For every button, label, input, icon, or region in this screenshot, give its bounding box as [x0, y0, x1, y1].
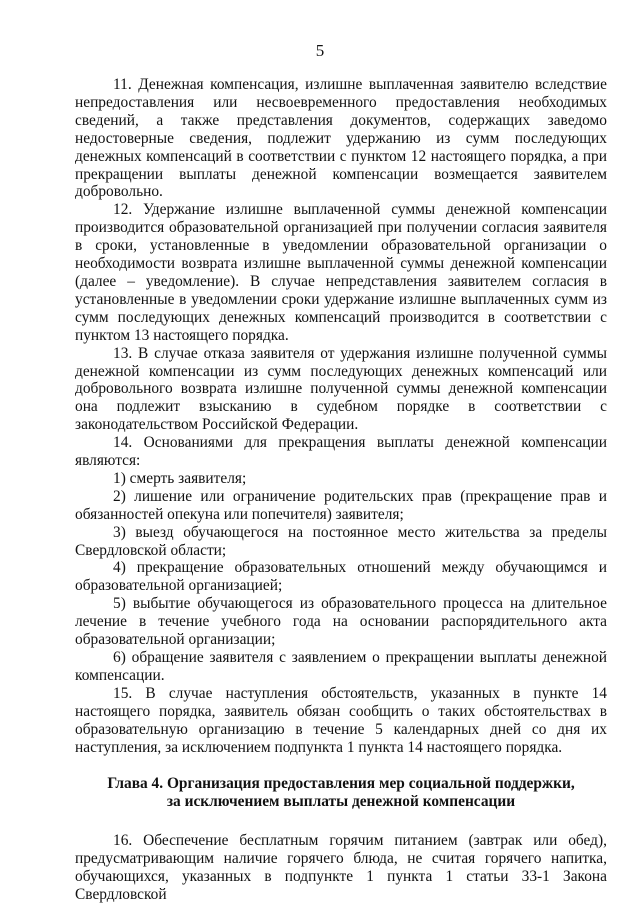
list-item-5: 5) выбытие обучающегося из образовательного процесса на длительное лечение в течение учебного года на основании распорядительного акта образовательной организации; — [75, 595, 607, 649]
paragraph-14: 14. Основаниями для прекращения выплаты денежной компенсации являются: — [75, 434, 607, 470]
paragraph-16: 16. Обеспечение бесплатным горячим питанием (завтрак или обед), предусматривающим наличие горячего блюда, не считая горячего напитка, обучающихся, указанных в подпункте 1 пункта 1 статьи 33-1 Закона Свердловской — [75, 832, 607, 904]
paragraph-12: 12. Удержание излишне выплаченной суммы денежной компенсации производится образовательной организацией при получении согласия заявителя в сроки, установленные в уведомлении образовательной организации о необходимости возврата излишне выплаченной суммы денежной компенсации (далее – уведомление). В случае непредставления заявителем согласия в установленные в уведомлении сроки удержание излишне выплаченных сумм из сумм последующих денежных компенсаций производится в соответствии с пунктом 13 настоящего порядка. — [75, 201, 607, 344]
paragraph-11: 11. Денежная компенсация, излишне выплаченная заявителю вследствие непредоставления или несвоевременного предоставления необходимых сведений, а также представления документов, содержащих заведомо недостоверные сведения, подлежит удержанию из сумм последующих денежных компенсаций в соответствии с пунктом 12 настоящего порядка, а при прекращении выплаты денежной компенсации возмещается заявителем добровольно. — [75, 76, 607, 201]
chapter-heading — [75, 775, 607, 811]
paragraph-13: 13. В случае отказа заявителя от удержания излишне полученной суммы денежной компенсации из сумм последующих денежных компенсаций или добровольного возврата излишне полученной суммы денежной компенсации она подлежит взысканию в судебном порядке в соответствии с законодательством Российской Федерации. — [75, 344, 607, 434]
list-item-1: 1) смерть заявителя; — [113, 469, 247, 487]
page-number: 5 — [315, 41, 325, 60]
document-body — [75, 76, 607, 904]
paragraph-15: 15. В случае наступления обстоятельств, указанных в пункте 14 настоящего порядка, заявитель обязан сообщить о таких обстоятельствах в образовательную организацию в течение 5 календарных дней со дня их наступления, за исключением подпункта 1 пункта 14 настоящего порядка. — [75, 684, 607, 756]
list-item-3: 3) выезд обучающегося на постоянное место жительства за пределы Свердловской области; — [75, 523, 607, 559]
list-item-2: 2) лишение или ограничение родительских прав (прекращение прав и обязанностей опекуна или попечителя) заявителя; — [75, 487, 607, 523]
list-item-6: 6) обращение заявителя с заявлением о прекращении выплаты денежной компенсации. — [75, 649, 607, 684]
list-item-4: 4) прекращение образовательных отношений между обучающимся и образовательной организацией; — [75, 559, 607, 595]
chapter-heading-line-2: за исключением выплаты денежной компенсации — [166, 793, 516, 811]
chapter-heading-line-1: Глава 4. Организация предоставления мер социальной поддержки, — [107, 775, 575, 793]
